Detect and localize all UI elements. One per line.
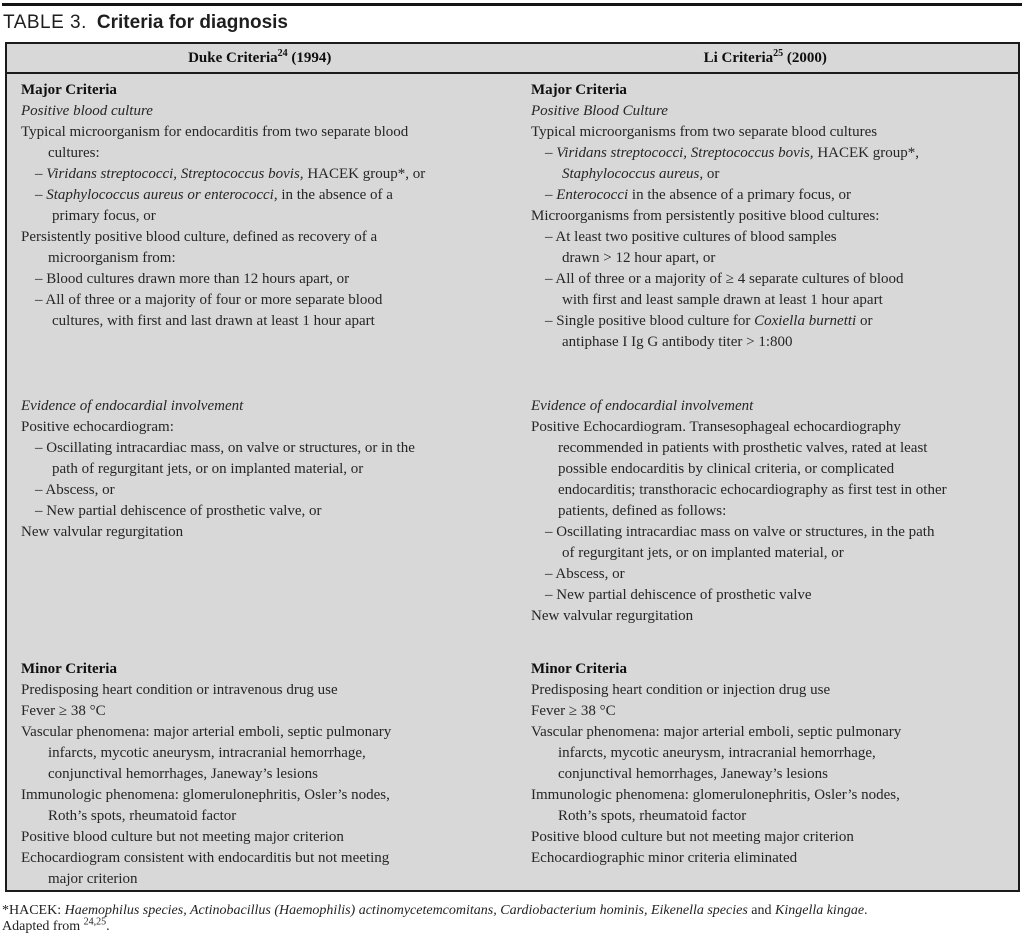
text-segment: in the absence of a primary focus, or — [628, 187, 852, 203]
text-segment: , in the absence of a — [273, 187, 393, 203]
text-segment: – Abscess, or — [545, 566, 625, 582]
text-segment: – All of three or a majority of ≥ 4 separate cultures of blood — [545, 271, 904, 287]
li-endocardial-evidence-section — [511, 396, 1018, 659]
text-line — [531, 827, 1018, 848]
text-line — [21, 185, 511, 206]
text-segment: Predisposing heart condition or injection drug use — [531, 682, 831, 698]
text-line — [21, 206, 511, 227]
text-line — [531, 311, 1018, 332]
text-segment: HACEK group*, — [813, 145, 919, 161]
text-segment: 24 — [277, 48, 288, 59]
text-segment: – Single positive blood culture for — [545, 313, 755, 329]
text-segment: possible endocarditis by clinical criteria, or complicated — [558, 461, 895, 477]
text-segment: – New partial dehiscence of prosthetic valve, or — [35, 503, 322, 519]
table-footnote — [2, 903, 1024, 935]
text-segment: Minor Criteria — [21, 661, 117, 677]
text-segment: Positive blood culture but not meeting major criterion — [21, 829, 344, 845]
text-segment: Evidence of endocardial involvement — [21, 398, 244, 414]
text-line — [531, 722, 1018, 743]
text-line — [21, 501, 511, 522]
text-segment: 24,25 — [83, 916, 107, 928]
text-segment: Roth’s spots, rheumatoid factor — [48, 808, 237, 824]
text-segment: Vascular phenomena: major arterial emboli, septic pulmonary — [531, 724, 902, 740]
duke-endocardial-evidence-section — [7, 396, 511, 659]
table-number-label: TABLE 3. — [3, 12, 87, 33]
text-segment: New valvular regurgitation — [531, 608, 694, 624]
text-line — [531, 701, 1018, 722]
text-line — [513, 48, 1019, 69]
text-segment: Vascular phenomena: major arterial emboli, septic pulmonary — [21, 724, 392, 740]
header-li-criteria — [513, 48, 1019, 69]
table-body — [7, 74, 1018, 890]
text-segment: Positive Echocardiogram. Transesophageal echocardiography — [531, 419, 901, 435]
text-line — [531, 522, 1018, 543]
text-segment: Coxiella burnetti — [754, 313, 857, 329]
text-segment: Haemophilus species, Actinobacillus (Haemophilis) actinomycetemcomitans, Cardiobacterium hominis, Eikenella species — [64, 903, 748, 918]
text-segment: . — [106, 919, 110, 934]
text-segment: HACEK group*, or — [303, 166, 426, 182]
text-segment: . — [864, 903, 868, 918]
text-segment: Echocardiographic minor criteria eliminated — [531, 850, 798, 866]
text-segment: or — [856, 313, 873, 329]
text-line — [531, 80, 1018, 101]
text-segment: – Oscillating intracardiac mass on valve or structures, in the path — [545, 524, 935, 540]
text-line — [21, 417, 511, 438]
text-line — [531, 101, 1018, 122]
text-segment: Typical microorganisms from two separate blood cultures — [531, 124, 878, 140]
text-segment: Minor Criteria — [531, 661, 627, 677]
criteria-table — [5, 42, 1020, 892]
text-segment: antiphase I Ig G antibody titer > 1:800 — [562, 334, 793, 350]
text-line — [531, 764, 1018, 785]
text-segment: Positive blood culture — [21, 103, 153, 119]
text-segment: infarcts, mycotic aneurysm, intracranial hemorrhage, — [558, 745, 876, 761]
text-line — [21, 743, 511, 764]
text-line — [531, 206, 1018, 227]
text-segment: or — [703, 166, 720, 182]
text-segment: Li Criteria — [703, 50, 774, 66]
text-line — [21, 459, 511, 480]
text-line — [21, 480, 511, 501]
text-segment: primary focus, or — [52, 208, 156, 224]
text-line — [531, 396, 1018, 417]
text-segment: Enterococci — [556, 187, 629, 203]
text-segment: 25 — [773, 48, 784, 59]
text-line — [531, 417, 1018, 438]
text-segment: – — [545, 145, 557, 161]
text-line — [531, 564, 1018, 585]
li-minor-criteria-section — [511, 659, 1018, 890]
text-segment: – All of three or a majority of four or more separate blood — [35, 292, 383, 308]
text-segment: – Blood cultures drawn more than 12 hours apart, or — [35, 271, 350, 287]
text-line — [531, 806, 1018, 827]
text-segment: Major Criteria — [531, 82, 627, 98]
text-line — [2, 916, 1024, 935]
text-line — [21, 785, 511, 806]
text-line — [531, 848, 1018, 869]
text-line — [531, 501, 1018, 522]
text-segment: – Abscess, or — [35, 482, 115, 498]
text-segment: – Oscillating intracardiac mass, on valve or structures, or in the — [35, 440, 415, 456]
text-segment: (2000) — [783, 50, 827, 66]
text-line — [21, 227, 511, 248]
text-segment: Immunologic phenomena: glomerulonephritis, Osler’s nodes, — [21, 787, 390, 803]
text-segment: Adapted from — [2, 919, 84, 934]
table-title — [0, 6, 1024, 34]
text-line — [531, 480, 1018, 501]
text-segment: microorganism from: — [48, 250, 176, 266]
text-line — [21, 848, 511, 869]
text-line — [7, 48, 513, 69]
text-segment: Echocardiogram consistent with endocarditis but not meeting — [21, 850, 390, 866]
text-segment: with first and least sample drawn at least 1 hour apart — [562, 292, 883, 308]
text-segment: conjunctival hemorrhages, Janeway’s lesions — [48, 766, 318, 782]
text-segment: Predisposing heart condition or intravenous drug use — [21, 682, 338, 698]
text-segment: and — [747, 903, 775, 918]
text-segment: *HACEK: — [2, 903, 65, 918]
text-line — [21, 701, 511, 722]
text-line — [531, 459, 1018, 480]
text-line — [21, 269, 511, 290]
text-line — [531, 743, 1018, 764]
duke-major-criteria-section — [7, 80, 511, 396]
text-segment: patients, defined as follows: — [558, 503, 727, 519]
text-line — [21, 101, 511, 122]
text-segment: Fever ≥ 38 °C — [531, 703, 616, 719]
header-duke-criteria — [7, 48, 513, 69]
text-line — [21, 248, 511, 269]
text-segment: – New partial dehiscence of prosthetic valve — [545, 587, 812, 603]
text-segment: cultures: — [48, 145, 100, 161]
table-heading: Criteria for diagnosis — [96, 12, 289, 33]
text-segment: of regurgitant jets, or on implanted material, or — [562, 545, 844, 561]
text-segment: Roth’s spots, rheumatoid factor — [558, 808, 747, 824]
text-segment: Viridans streptococci, Streptococcus bovis, — [556, 145, 814, 161]
text-segment: Positive blood culture but not meeting major criterion — [531, 829, 854, 845]
text-line — [531, 269, 1018, 290]
text-line — [531, 680, 1018, 701]
text-line — [531, 659, 1018, 680]
text-segment: – At least two positive cultures of blood samples — [545, 229, 837, 245]
text-segment: Evidence of endocardial involvement — [531, 398, 754, 414]
text-line — [21, 680, 511, 701]
text-line — [531, 438, 1018, 459]
text-line — [531, 122, 1018, 143]
text-segment: path of regurgitant jets, or on implanted material, or — [52, 461, 364, 477]
text-segment: Fever ≥ 38 °C — [21, 703, 106, 719]
text-line — [21, 290, 511, 311]
text-line — [21, 827, 511, 848]
table-header-row — [7, 44, 1018, 74]
text-line — [21, 522, 511, 543]
text-segment: Kingella kingae — [775, 903, 865, 918]
text-line — [531, 543, 1018, 564]
text-line — [21, 806, 511, 827]
text-line — [531, 785, 1018, 806]
duke-minor-criteria-section — [7, 659, 511, 890]
text-line — [21, 438, 511, 459]
text-line — [531, 290, 1018, 311]
text-segment: cultures, with first and last drawn at least 1 hour apart — [52, 313, 375, 329]
text-segment: conjunctival hemorrhages, Janeway’s lesions — [558, 766, 828, 782]
text-segment: Positive echocardiogram: — [21, 419, 174, 435]
text-segment: Major Criteria — [21, 82, 117, 98]
text-segment: – — [545, 187, 557, 203]
text-line — [21, 764, 511, 785]
text-segment: Typical microorganism for endocarditis from two separate blood — [21, 124, 409, 140]
text-segment: drawn > 12 hour apart, or — [562, 250, 716, 266]
text-segment: Staphylococcus aureus, — [562, 166, 704, 182]
text-line — [21, 311, 511, 332]
text-line — [531, 248, 1018, 269]
text-line — [2, 903, 1024, 919]
text-line — [21, 80, 511, 101]
text-segment: Positive Blood Culture — [531, 103, 668, 119]
text-line — [21, 143, 511, 164]
text-segment: infarcts, mycotic aneurysm, intracranial hemorrhage, — [48, 745, 366, 761]
text-line — [21, 659, 511, 680]
text-line — [531, 227, 1018, 248]
li-major-criteria-section — [511, 80, 1018, 396]
text-line — [21, 869, 511, 890]
text-line — [531, 185, 1018, 206]
text-line — [531, 332, 1018, 353]
text-segment: – — [35, 187, 47, 203]
text-line — [531, 164, 1018, 185]
text-segment: Persistently positive blood culture, defined as recovery of a — [21, 229, 378, 245]
text-segment: Duke Criteria — [188, 50, 278, 66]
text-segment: – — [35, 166, 47, 182]
text-segment: Viridans streptococci, Streptococcus bovis, — [46, 166, 304, 182]
text-line — [531, 606, 1018, 627]
text-line — [21, 396, 511, 417]
text-segment: Staphylococcus aureus or enterococci — [46, 187, 274, 203]
text-segment: Immunologic phenomena: glomerulonephritis, Osler’s nodes, — [531, 787, 900, 803]
text-segment: New valvular regurgitation — [21, 524, 184, 540]
text-line — [21, 722, 511, 743]
text-line — [21, 122, 511, 143]
text-segment: (1994) — [287, 50, 332, 66]
text-segment: endocarditis; transthoracic echocardiography as first test in other — [558, 482, 947, 498]
text-segment: Microorganisms from persistently positive blood cultures: — [531, 208, 880, 224]
text-line — [531, 143, 1018, 164]
text-line — [21, 164, 511, 185]
text-segment: major criterion — [48, 871, 138, 887]
text-line — [531, 585, 1018, 606]
text-segment: recommended in patients with prosthetic valves, rated at least — [558, 440, 928, 456]
